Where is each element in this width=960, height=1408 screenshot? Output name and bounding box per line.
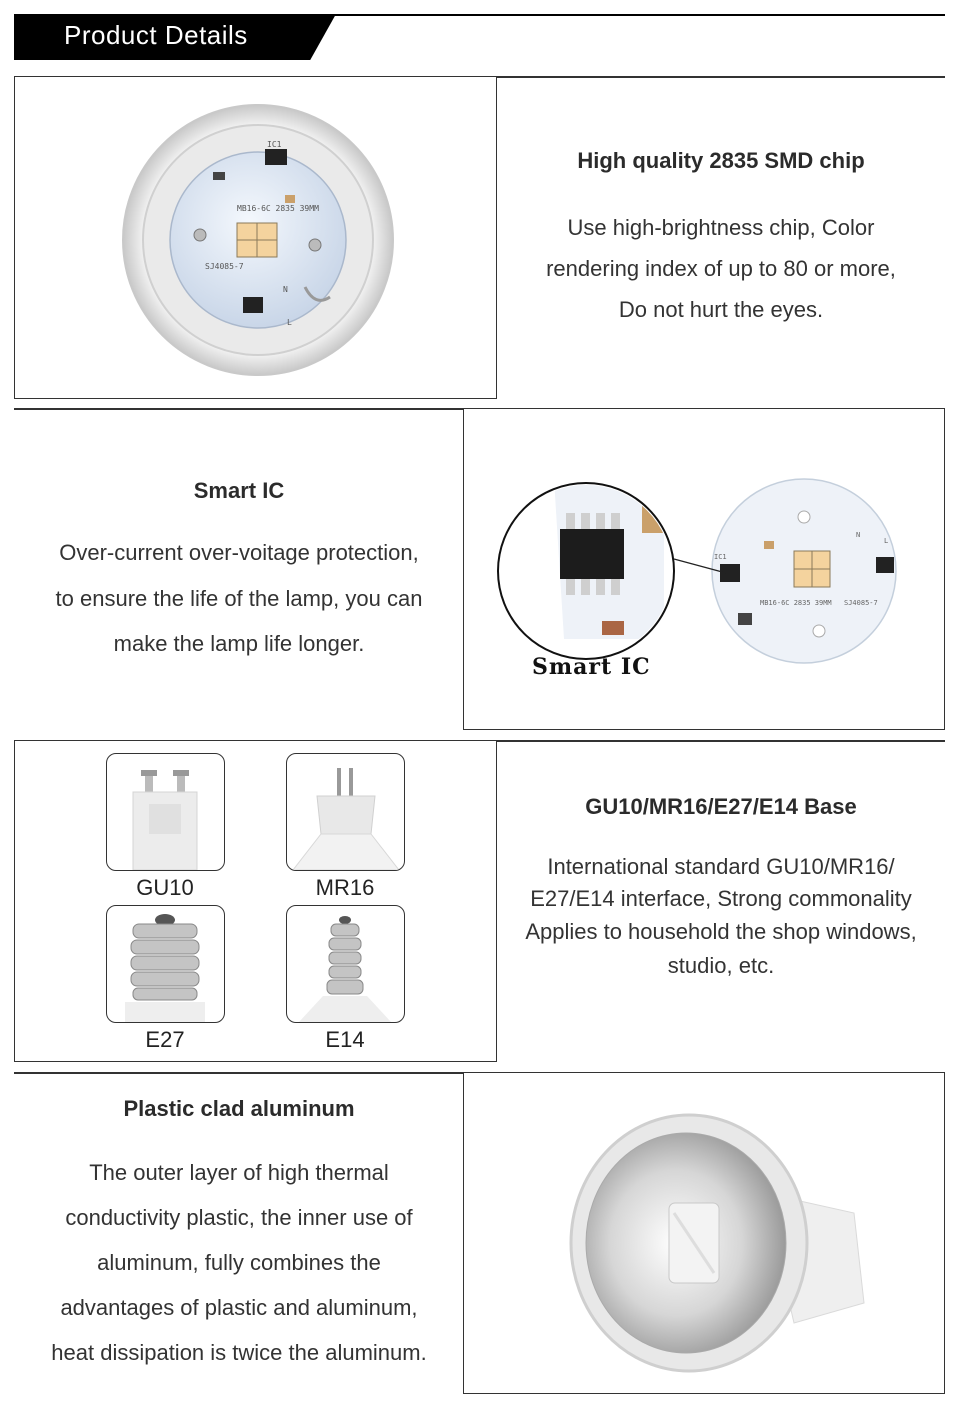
e27-base-image: [106, 905, 225, 1023]
ic-photo-frame: [463, 408, 945, 730]
base-line-1: International standard GU10/MR16/: [547, 854, 895, 879]
chip-line-1: Use high-brightness chip, Color: [567, 215, 875, 240]
pcb-l-label: L: [884, 537, 889, 545]
pcb-code-label: SJ4085-7: [205, 262, 244, 271]
alu-line-2: conductivity plastic, the inner use of: [65, 1205, 413, 1230]
mr16-label: MR16: [315, 875, 375, 900]
pcb-l-label: L: [287, 318, 292, 327]
alu-section-title: Plastic clad aluminum: [123, 1096, 355, 1121]
e14-base-image: [286, 905, 405, 1023]
gu10-label: GU10: [136, 875, 194, 900]
section-divider: [14, 408, 464, 410]
base-line-3: Applies to household the shop windows,: [525, 919, 917, 944]
section-divider: [497, 740, 945, 742]
chip-photo-frame: [14, 76, 497, 399]
e27-label: E27: [145, 1027, 185, 1052]
alu-line-3: aluminum, fully combines the: [97, 1250, 381, 1275]
base-line-2: E27/E14 interface, Strong commonality: [530, 886, 912, 911]
page-title: Product Details: [64, 20, 248, 50]
alu-line-5: heat dissipation is twice the aluminum.: [51, 1340, 427, 1365]
ic-line-2: to ensure the life of the lamp, you can: [55, 586, 423, 611]
ic-line-3: make the lamp life longer.: [113, 631, 365, 656]
ic-section-title: Smart IC: [193, 478, 285, 503]
aluminum-cup-image: [464, 1073, 944, 1393]
chip-line-3: Do not hurt the eyes.: [618, 297, 824, 322]
pcb-n-label: N: [283, 285, 288, 294]
section-divider: [497, 76, 945, 78]
base-line-4: studio, etc.: [667, 953, 775, 978]
base-section-title: GU10/MR16/E27/E14 Base: [585, 794, 857, 819]
smart-ic-image: [464, 409, 944, 729]
pcb-code-label: SJ4085-7: [844, 599, 878, 607]
alu-line-1: The outer layer of high thermal: [89, 1160, 389, 1185]
pcb-model-label: MB16-6C 2835 39MM: [237, 204, 319, 213]
pcb-n-label: N: [856, 531, 861, 539]
ic-line-1: Over-current over-voitage protection,: [59, 540, 419, 565]
pcb-ic-label: IC1: [267, 140, 282, 149]
pcb-model-label: MB16-6C 2835 39MM: [760, 599, 832, 607]
lamp-top-view-image: [15, 77, 495, 397]
bases-photo-frame: [14, 740, 497, 1062]
pcb-ic-label: IC1: [714, 553, 727, 561]
e14-label: E14: [325, 1027, 365, 1052]
section-divider: [14, 1072, 464, 1074]
alu-line-4: advantages of plastic and aluminum,: [60, 1295, 418, 1320]
smart-ic-callout-label: Smart IC: [532, 654, 651, 680]
chip-line-2: rendering index of up to 80 or more,: [546, 256, 896, 281]
alu-photo-frame: [463, 1072, 945, 1394]
mr16-base-image: [286, 753, 405, 871]
gu10-base-image: [106, 753, 225, 871]
header-divider: [322, 14, 945, 16]
chip-section-title: High quality 2835 SMD chip: [577, 148, 865, 173]
